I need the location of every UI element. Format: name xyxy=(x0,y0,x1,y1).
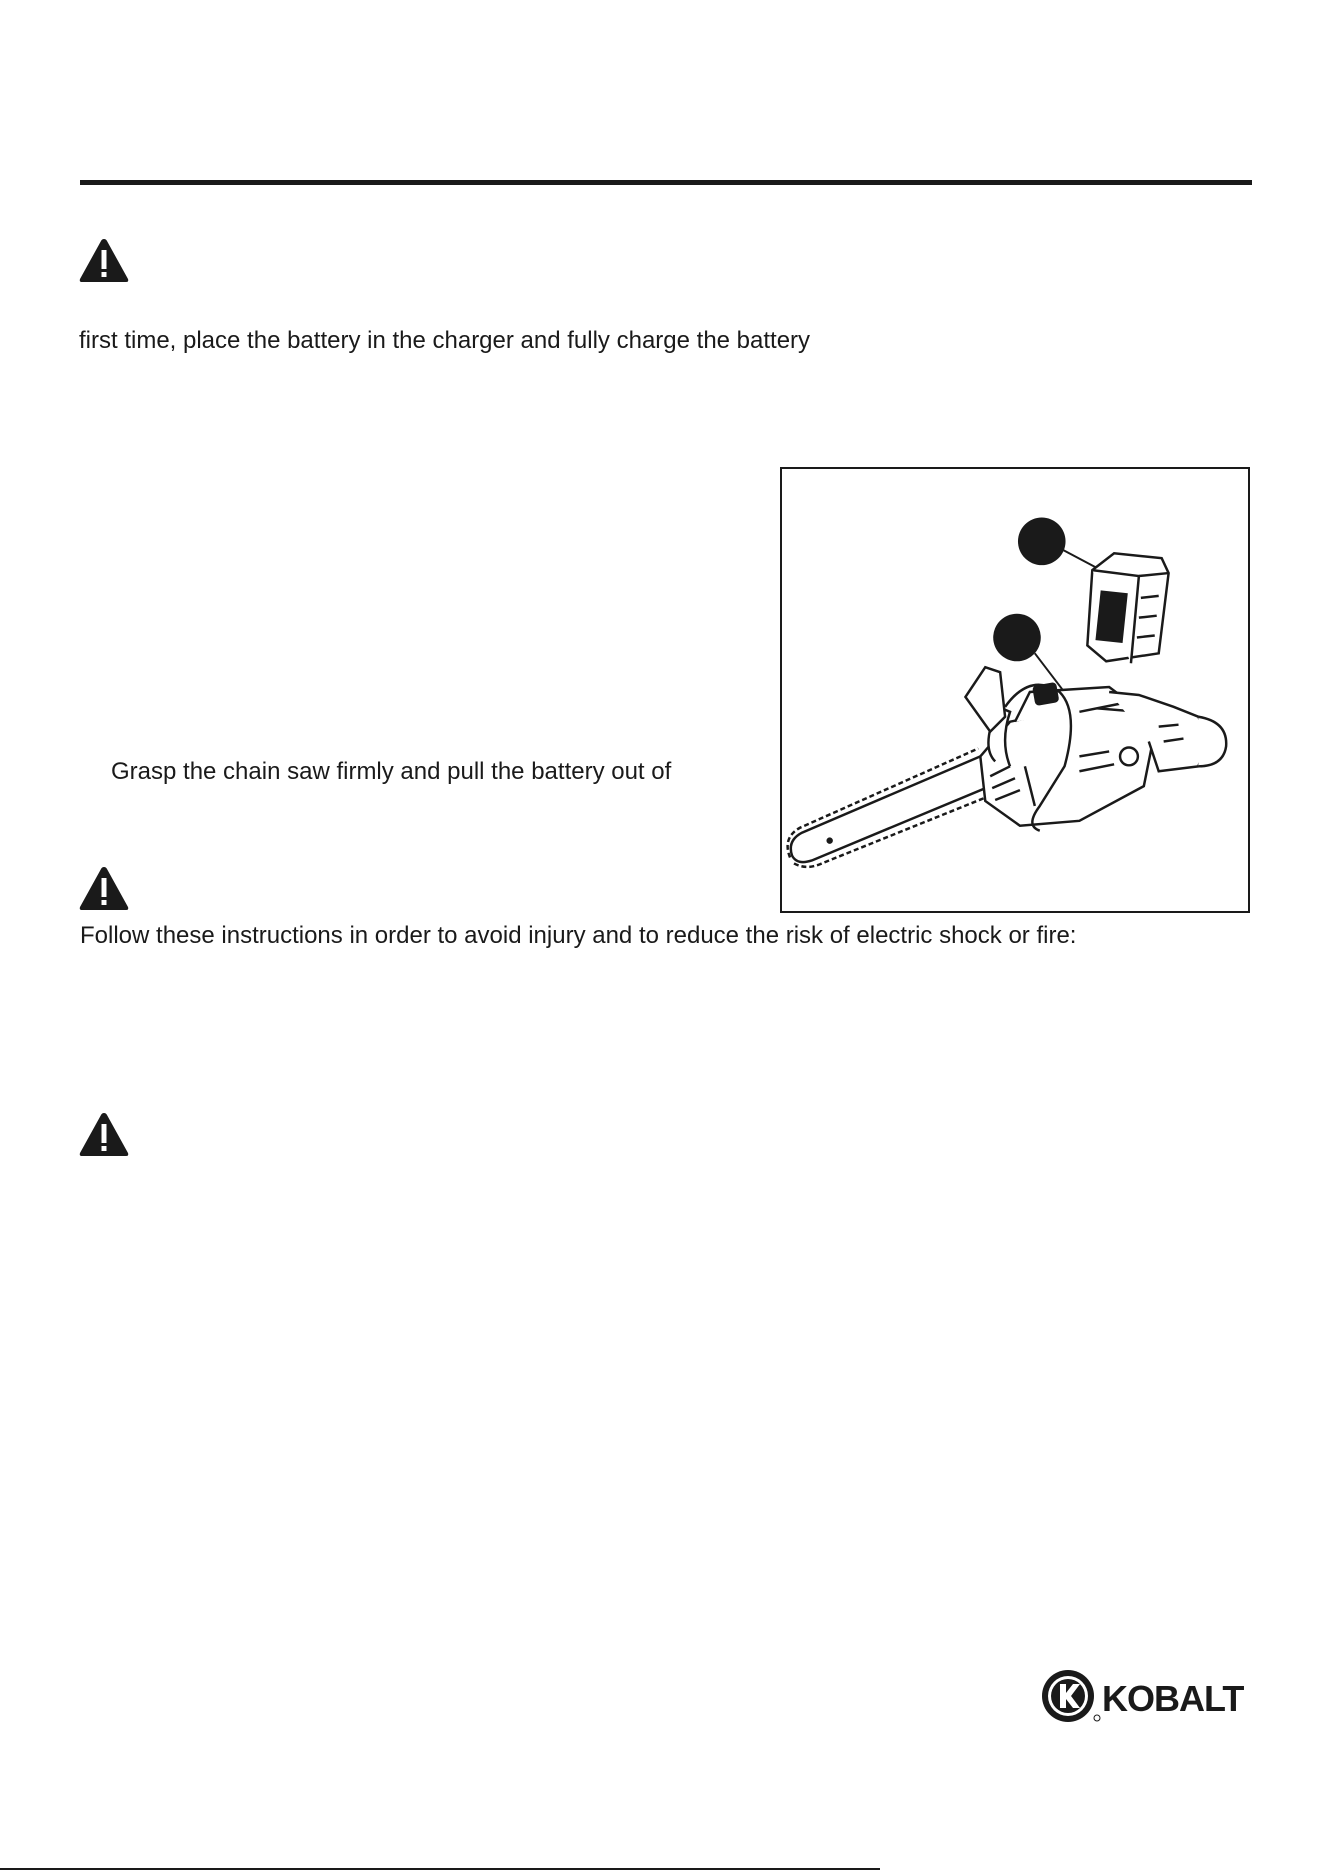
warning-triangle-icon xyxy=(78,864,130,912)
svg-text:KOBALT: KOBALT xyxy=(1102,1678,1244,1719)
instruction-charge-line: first time, place the battery in the charger and fully charge the battery xyxy=(79,327,811,354)
warning-triangle-icon xyxy=(78,236,130,284)
safety-instruction-line: Follow these instructions in order to avoid injury and to reduce the risk of electric shock or fire: xyxy=(80,922,1077,949)
chainsaw-battery-illustration xyxy=(782,469,1248,911)
section-header-rule xyxy=(80,180,1252,185)
instruction-remove-battery-line: Grasp the chain saw firmly and pull the battery out of xyxy=(111,758,672,785)
kobalt-logo xyxy=(1040,1666,1254,1726)
warning-triangle-icon xyxy=(78,1110,130,1158)
chainsaw-battery-figure xyxy=(780,467,1250,913)
footer-rule xyxy=(0,1868,880,1870)
